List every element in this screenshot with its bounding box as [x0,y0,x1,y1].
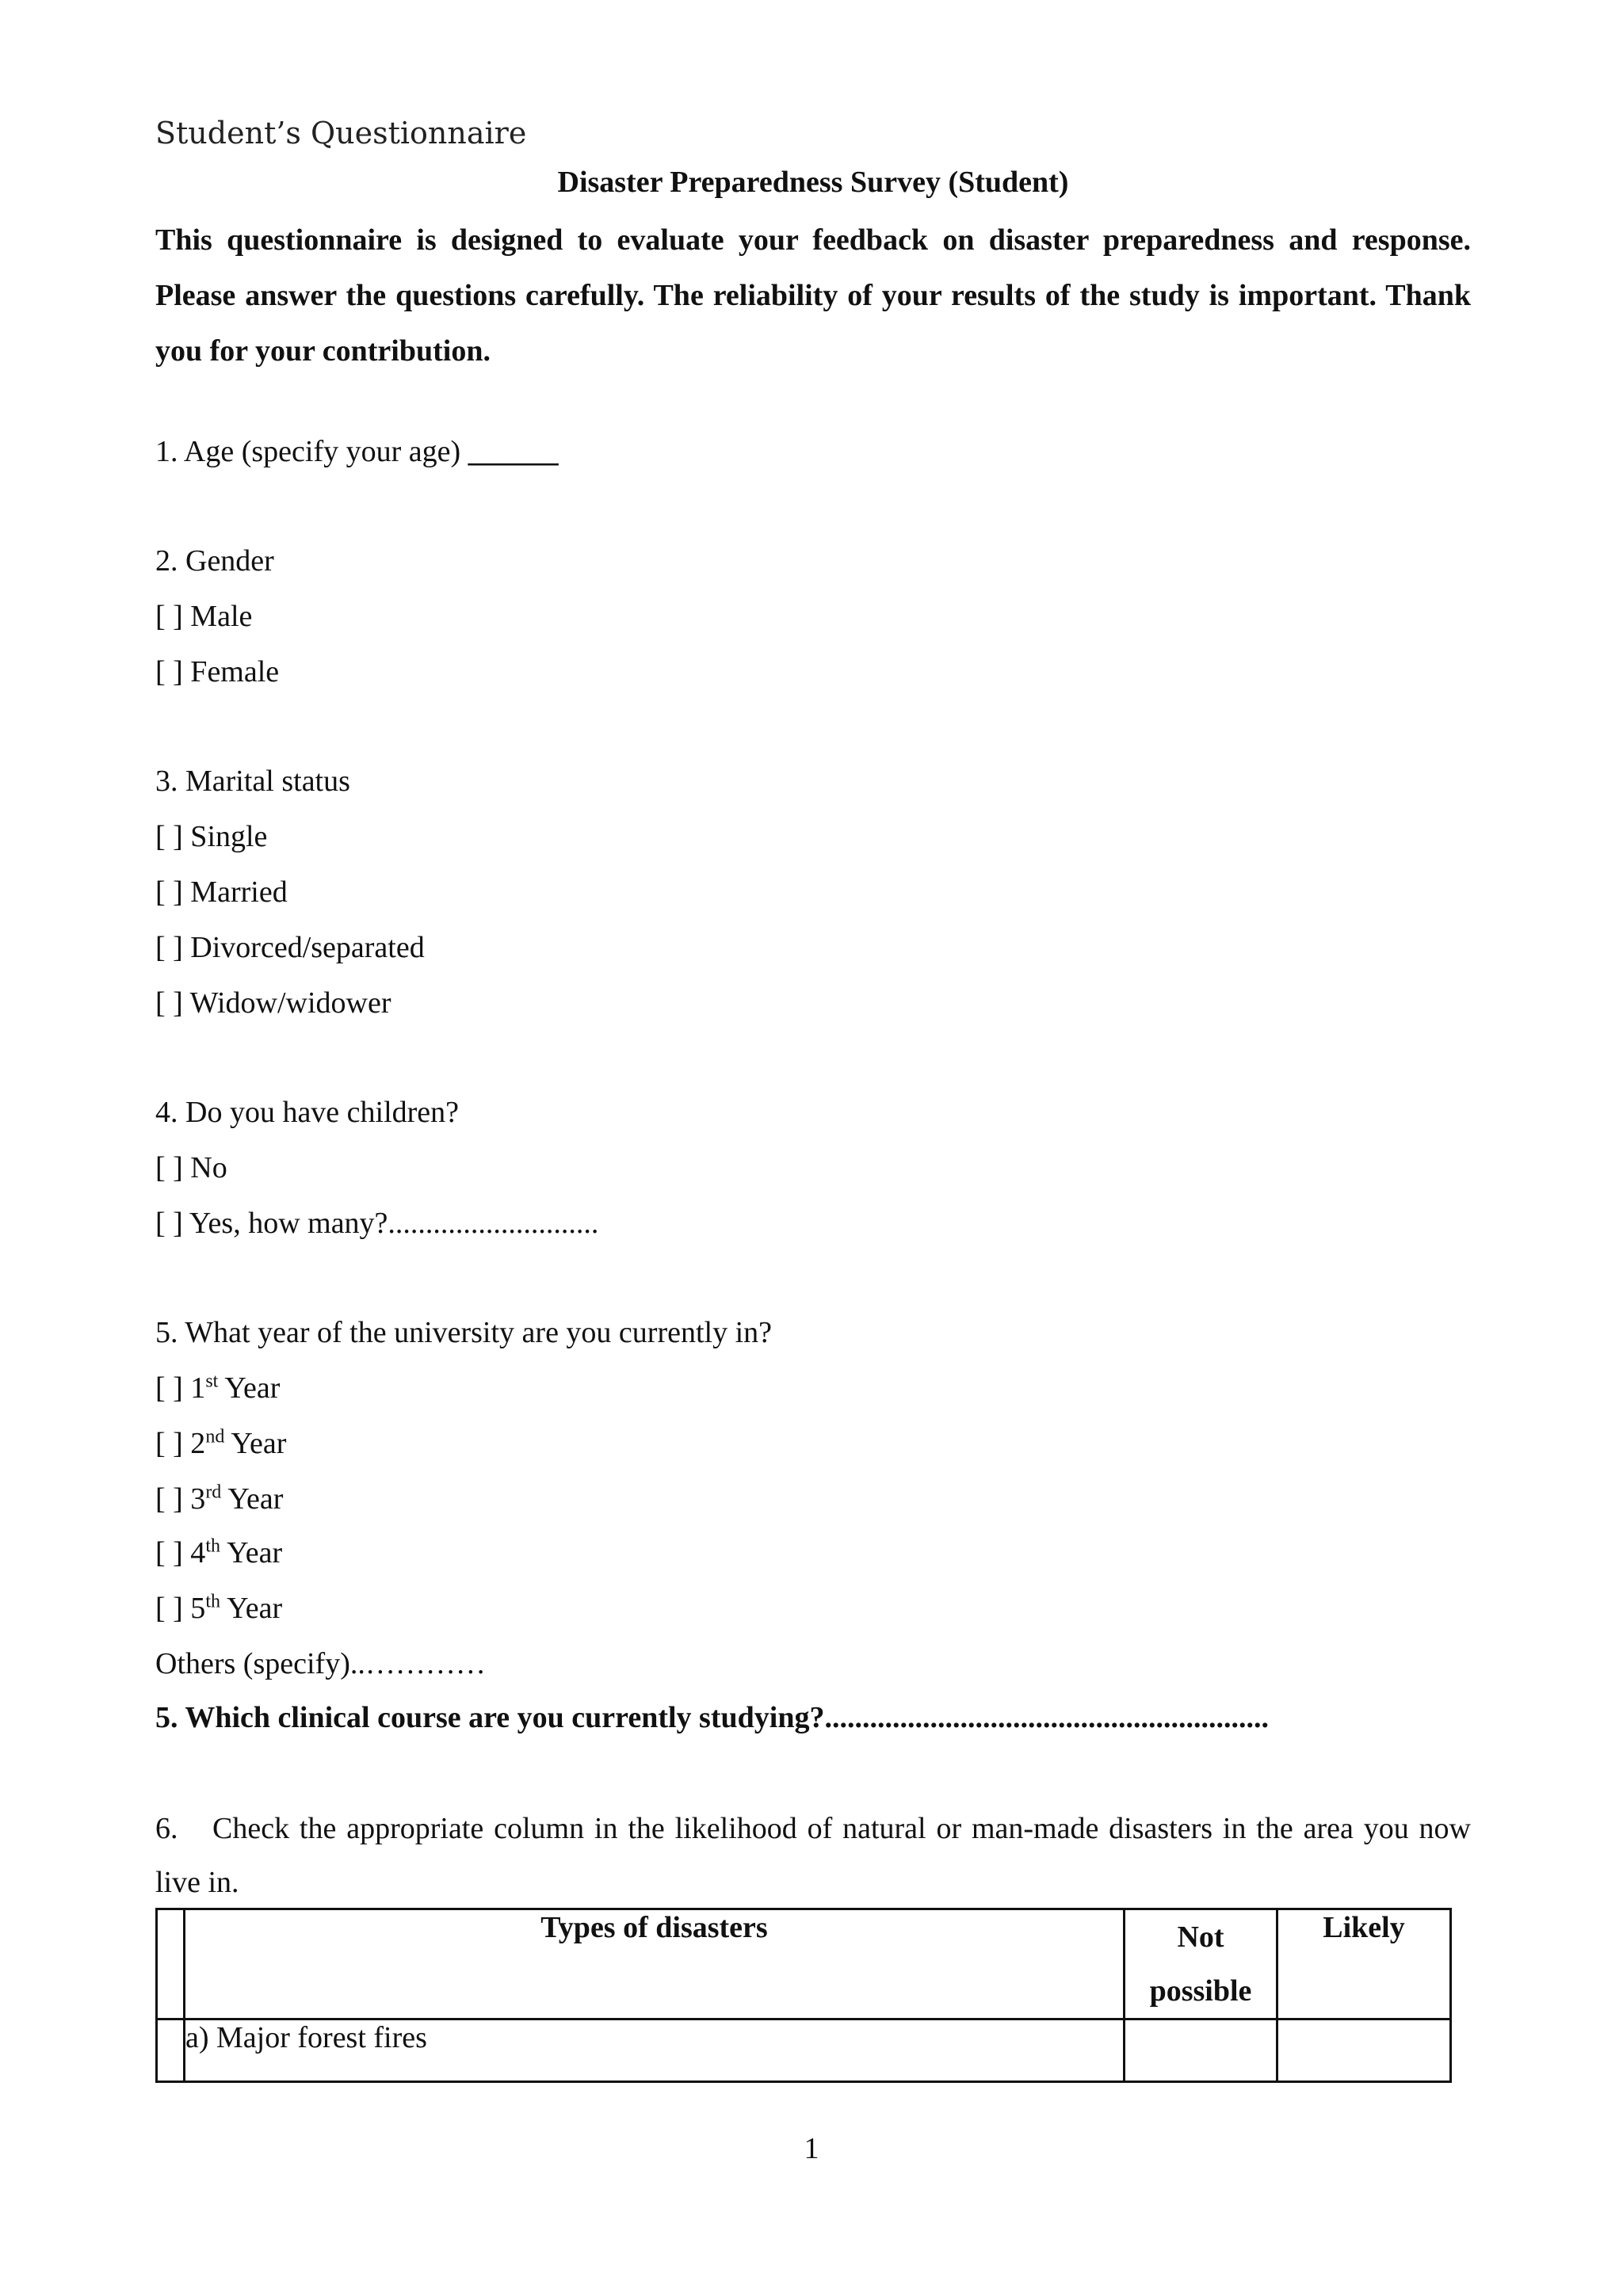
option-male[interactable]: [ ] Male [155,600,253,633]
option-year-1-text: [ ] 1 [155,1371,206,1405]
option-single[interactable]: [ ] Single [155,820,268,853]
option-married[interactable]: [ ] Married [155,875,288,909]
cell-likely[interactable] [1277,2019,1451,2082]
option-year-3-sup: rd [205,1482,222,1503]
option-year-2-suffix: Year [224,1427,287,1460]
option-others[interactable]: Others (specify)..………… [155,1647,486,1680]
option-yes-children[interactable]: [ ] Yes, how many?............................ [155,1207,599,1240]
option-year-2-text: [ ] 2 [155,1427,206,1460]
question-age [155,434,559,469]
table-side-cell [157,1909,185,2019]
table-side-cell [157,2019,185,2082]
question-marital-status: 3. Marital status [155,765,350,798]
option-year-2[interactable] [155,1426,286,1461]
option-year-1-suffix: Year [218,1371,281,1405]
option-year-3-suffix: Year [221,1482,284,1516]
question-disasters [155,1802,1471,1909]
header-types: Types of disasters [185,1909,1125,2019]
row-disaster-type: a) Major forest fires [185,2019,1125,2082]
table-header-row [157,1909,1451,2019]
option-year-5-sup: th [205,1591,220,1612]
option-female[interactable]: [ ] Female [155,655,280,688]
option-year-3[interactable] [155,1482,283,1516]
header-likely: Likely [1277,1909,1451,2019]
option-year-3-text: [ ] 3 [155,1482,206,1516]
question-disasters-number: 6. [155,1812,178,1845]
option-year-4[interactable] [155,1535,282,1570]
option-year-1-sup: st [205,1371,219,1392]
cell-not-possible[interactable] [1125,2019,1277,2082]
question-year: 5. What year of the university are you currently in? [155,1316,773,1349]
page-number: 1 [804,2132,819,2165]
option-year-1[interactable] [155,1371,280,1405]
option-year-4-suffix: Year [220,1536,283,1569]
age-blank[interactable]: ______ [468,435,559,468]
question-age-text: 1. Age (specify your age) [155,435,468,468]
option-no-children[interactable]: [ ] No [155,1151,227,1184]
disasters-table [155,1908,1452,2083]
survey-title: Disaster Preparedness Survey (Student) [557,166,1069,199]
intro-paragraph: This questionnaire is designed to evaluate your feedback on disaster preparedness and response. Please answer the questions carefully. The reliability of your results of the study is important. Thank you for your contribution. [155,223,1471,368]
option-year-5-suffix: Year [220,1592,283,1625]
question-children: 4. Do you have children? [155,1096,460,1129]
option-divorced[interactable]: [ ] Divorced/separated [155,931,425,964]
option-year-4-text: [ ] 4 [155,1536,206,1569]
question-gender: 2. Gender [155,544,274,578]
option-year-4-sup: th [205,1535,220,1557]
header-not-possible: Not possible [1125,1909,1277,2019]
header-label: Student’s Questionnaire [155,116,527,151]
option-widow[interactable]: [ ] Widow/widower [155,986,391,1020]
option-year-2-sup: nd [205,1426,225,1447]
question-disasters-text: Check the appropriate column in the likelihood of natural or man-made disasters in the area you now live in. [155,1812,1471,1899]
table-row [157,2019,1451,2082]
option-year-5[interactable] [155,1591,282,1626]
option-year-5-text: [ ] 5 [155,1592,206,1625]
question-clinical-course: 5. Which clinical course are you currently studying?........................................................... [155,1701,1269,1734]
